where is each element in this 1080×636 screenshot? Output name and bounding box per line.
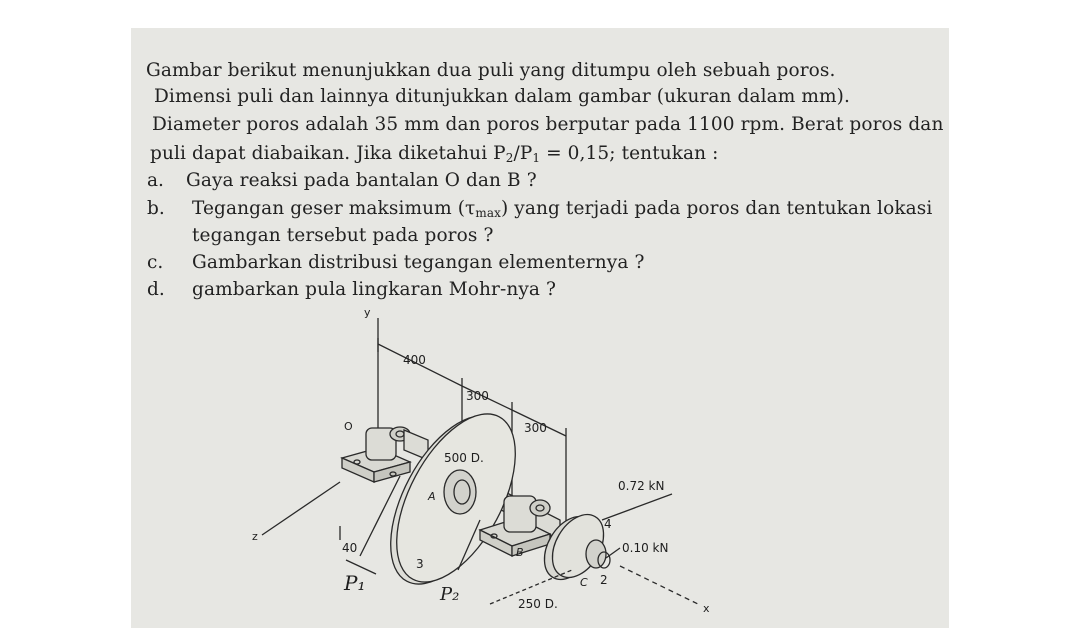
- handwritten-p1: P₁: [344, 571, 366, 595]
- pulley-a-label: 500 D.: [444, 451, 484, 465]
- question-c-text: Gambarkan distribusi tegangan elementernya ?: [192, 252, 645, 273]
- dim-300b-label: 300: [524, 421, 547, 435]
- force-072-line: [602, 494, 672, 520]
- force-072-label: 0.72 kN: [618, 479, 665, 493]
- label-o: O: [344, 420, 353, 433]
- question-b-text: Tegangan geser maksimum $(\tau_{max})$ yang terjadi pada poros dan tentukan lokasi: [192, 198, 933, 220]
- dim-300a-label: 300: [466, 389, 489, 403]
- label-3: 3: [416, 557, 424, 571]
- label-2: 2: [600, 573, 608, 587]
- question-a-marker: a.: [147, 170, 164, 191]
- problem-line-2: Dimensi puli dan lainnya ditunjukkan dalam gambar (ukuran dalam mm).: [154, 86, 850, 107]
- force-010-label: 0.10 kN: [622, 541, 669, 555]
- question-c-marker: c.: [147, 252, 164, 273]
- problem-line-3: Diameter poros adalah 35 mm dan poros berputar pada 1100 rpm. Berat poros dan: [152, 114, 944, 135]
- pulley-c-label: 250 D.: [518, 597, 558, 611]
- question-d-text: gambarkan pula lingkaran Mohr-nya ?: [192, 279, 557, 300]
- question-b-text-2: tegangan tersebut pada poros ?: [192, 225, 494, 246]
- question-a-text: Gaya reaksi pada bantalan O dan B ?: [186, 170, 537, 191]
- label-b: B: [516, 546, 524, 559]
- problem-line-1: Gambar berikut menunjukkan dua puli yang ditumpu oleh sebuah poros.: [146, 60, 836, 81]
- x-axis-line: [620, 566, 700, 605]
- label-4: 4: [604, 517, 612, 531]
- label-a: A: [428, 490, 436, 503]
- y-axis-label: y: [364, 306, 371, 319]
- force-010-line: [606, 548, 620, 558]
- bearing-o: [342, 427, 410, 482]
- handwritten-p2: P₂: [440, 584, 460, 605]
- question-d-marker: d.: [147, 279, 165, 300]
- z-axis-label: z: [252, 530, 258, 543]
- question-b-marker: b.: [147, 198, 165, 219]
- x-axis-label: x: [703, 602, 710, 615]
- label-40: 40: [342, 541, 358, 555]
- dim-400-label: 400: [403, 353, 426, 367]
- label-c: C: [580, 576, 588, 589]
- z-axis-line: [262, 482, 340, 535]
- problem-line-4: puli dapat diabaikan. Jika diketahui $P_2/P_1 = 0,15$; tentukan :: [150, 143, 719, 165]
